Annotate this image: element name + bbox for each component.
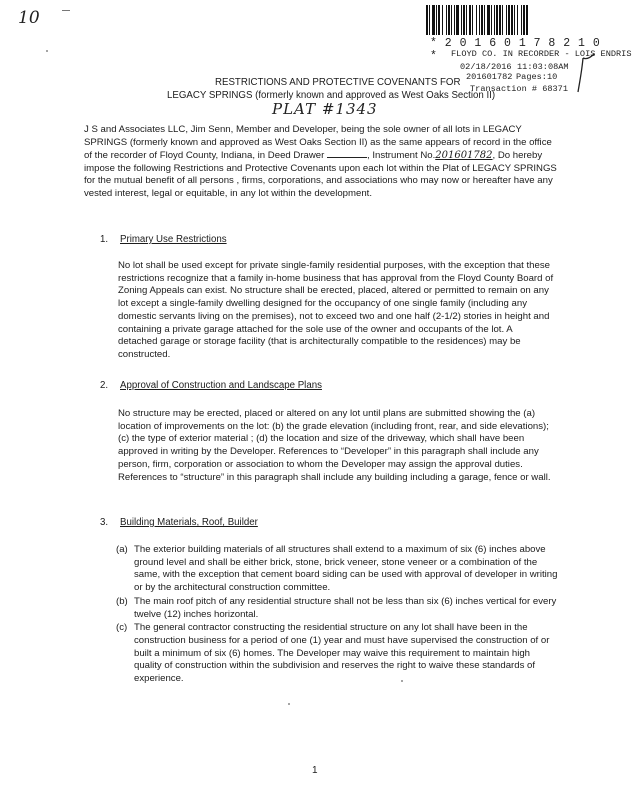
document-title-line2: LEGACY SPRINGS (formerly known and approved as West Oaks Section II)	[167, 90, 496, 101]
barcode-bar	[454, 5, 455, 35]
list-item-label: (c)	[116, 622, 128, 634]
barcode-bar	[466, 5, 467, 35]
barcode-bar	[472, 5, 473, 35]
barcode-bar	[506, 5, 507, 35]
list-item	[116, 544, 558, 595]
barcode-bar	[511, 5, 513, 35]
record-date: 02/18/2016	[460, 62, 512, 72]
barcode-icon	[426, 5, 572, 35]
plat-reference: PLAT #1343	[272, 100, 378, 118]
section-title: Building Materials, Roof, Builder	[120, 517, 258, 528]
margin-dash	[62, 10, 70, 11]
section-number: 2.	[100, 380, 109, 391]
barcode-bar	[481, 5, 483, 35]
list-item-label: (a)	[116, 544, 128, 555]
list-item	[116, 596, 558, 621]
list-item-text: The general contractor constructing the residential structure on any lot shall have been in the construction business for a period of one (1) year and must have supervised the construction of or built a minimum of six (6) homes. The Developer may waive this requirement to maintain high quality of construction within the subdivision and reserves the right to waive these standards of experience.	[134, 622, 550, 685]
barcode-bar	[479, 5, 480, 35]
barcode-bar	[436, 5, 437, 35]
page-number: 1	[312, 765, 318, 776]
document-title-line1: RESTRICTIONS AND PROTECTIVE COVENANTS FOR	[215, 77, 461, 88]
barcode-bar	[426, 5, 428, 35]
barcode-bar	[438, 5, 440, 35]
barcode-number: * 2 0 1 6 0 1 7 8 2 1 0 *	[430, 37, 601, 63]
barcode-bar	[491, 5, 492, 35]
list-item	[116, 622, 558, 686]
barcode-bar	[476, 5, 477, 35]
speck	[288, 703, 290, 705]
section-heading	[100, 517, 258, 528]
instrument-number: 201601782	[435, 150, 493, 162]
section-number: 1.	[100, 234, 109, 245]
barcode-bar	[448, 5, 450, 35]
barcode-bar	[451, 5, 452, 35]
barcode-bar	[456, 5, 459, 35]
barcode-bar	[469, 5, 471, 35]
barcode-bar	[514, 5, 515, 35]
intro-text-2: , Instrument No.	[367, 150, 436, 162]
barcode-bar	[446, 5, 447, 35]
barcode-bar	[429, 5, 430, 35]
subsection-list	[116, 544, 558, 687]
section-number: 3.	[100, 517, 109, 528]
barcode-bar	[526, 5, 528, 35]
barcode-bar	[442, 5, 443, 35]
barcode-bar	[521, 5, 522, 35]
intro-text-3: , Do hereby impose the following Restrictions and Protective Covenants upon each lot within the Plat of LEGACY SPRINGS for the mutual benefit of all persons , firms, corporations, and associations who may now or hereafter have any vested interest, legal or equitable, in any lot within the development.	[84, 150, 557, 199]
section-heading	[100, 234, 227, 245]
section-heading	[100, 380, 322, 391]
record-pages: Pages:10	[516, 72, 558, 82]
barcode-bar	[432, 5, 435, 35]
record-time: 11:03:08AM	[517, 62, 569, 72]
handwritten-page-number: 10	[18, 8, 40, 28]
barcode-bar	[502, 5, 503, 35]
barcode-bar	[484, 5, 485, 35]
recorder-office: FLOYD CO. IN RECORDER - LOIS ENDRIS	[451, 49, 632, 59]
record-instrument: 201601782	[466, 72, 513, 82]
section-body: No structure may be erected, placed or altered on any lot until plans are submitted showing the (a) location of improvements on the lot: (b) the grade elevation (including front, rear, and side elevations); (c) the type of exterior material ; (d) the location and size of the driveway, which shall have been approved in writing by the Developer. References to “Developer” in this paragraph shall include any person, firm, corporation or association to whom the Developer may assign the approval duties. References to “structure” in this paragraph shall include any building including a garage, fence or wall.	[118, 408, 551, 483]
list-item-text: The main roof pitch of any residential structure shall not be less than six (6) inches vertical for every twelve (12) inches horizontal.	[134, 595, 557, 620]
list-item-label: (b)	[116, 595, 128, 607]
barcode-bar	[463, 5, 465, 35]
barcode-bar	[523, 5, 525, 35]
barcode-bar	[461, 5, 462, 35]
intro-text-1: J S and Associates LLC, Jim Senn, Member and Developer, being the sole owner of all lots in LEGACY SPRINGS (formerly known and approved as West Oaks Section II) as the same appears of record in the office of the recorder of Floyd County, Indiana, in Deed Drawer	[84, 124, 552, 162]
barcode-bar	[499, 5, 501, 35]
intro-paragraph	[84, 124, 562, 201]
barcode-bar	[508, 5, 510, 35]
record-transaction: Transaction # 68371	[470, 84, 568, 94]
barcode-bar	[517, 5, 518, 35]
speck	[46, 50, 48, 52]
section-body: No lot shall be used except for private single-family residential purposes, with the exception that these restrictions recognize that a family in-home business that has approval from the Floyd County Board of Zoning Appeals can exist. No structure shall be erected, placed, altered or permitted to remain on any lot except a single-family dwelling designed for the occupancy of one single family (including any domestic servants living on the premises), not to exceed two and one half (2-1/2) stories in height and containing a private garage attached for the sole use of the owner and occupants of the lot. A detached garage or storage facility (that is architecturally compatible to the residences) may be constructed.	[118, 260, 554, 360]
section-title: Approval of Construction and Landscape Plans	[120, 380, 322, 391]
list-item-text: The exterior building materials of all structures shall extend to a maximum of six (6) inches above ground level and shall be either brick, stone, brick veneer, stone veneer or a combination of the same, with the exception that cement board siding can be used with approval of developer in writing or by the architectural construction committee.	[134, 544, 558, 594]
checkmark-icon	[574, 52, 596, 96]
deed-drawer-blank	[327, 149, 367, 158]
barcode-bar	[487, 5, 490, 35]
barcode-bar	[496, 5, 498, 35]
section-title: Primary Use Restrictions	[120, 234, 227, 245]
barcode-bar	[494, 5, 495, 35]
